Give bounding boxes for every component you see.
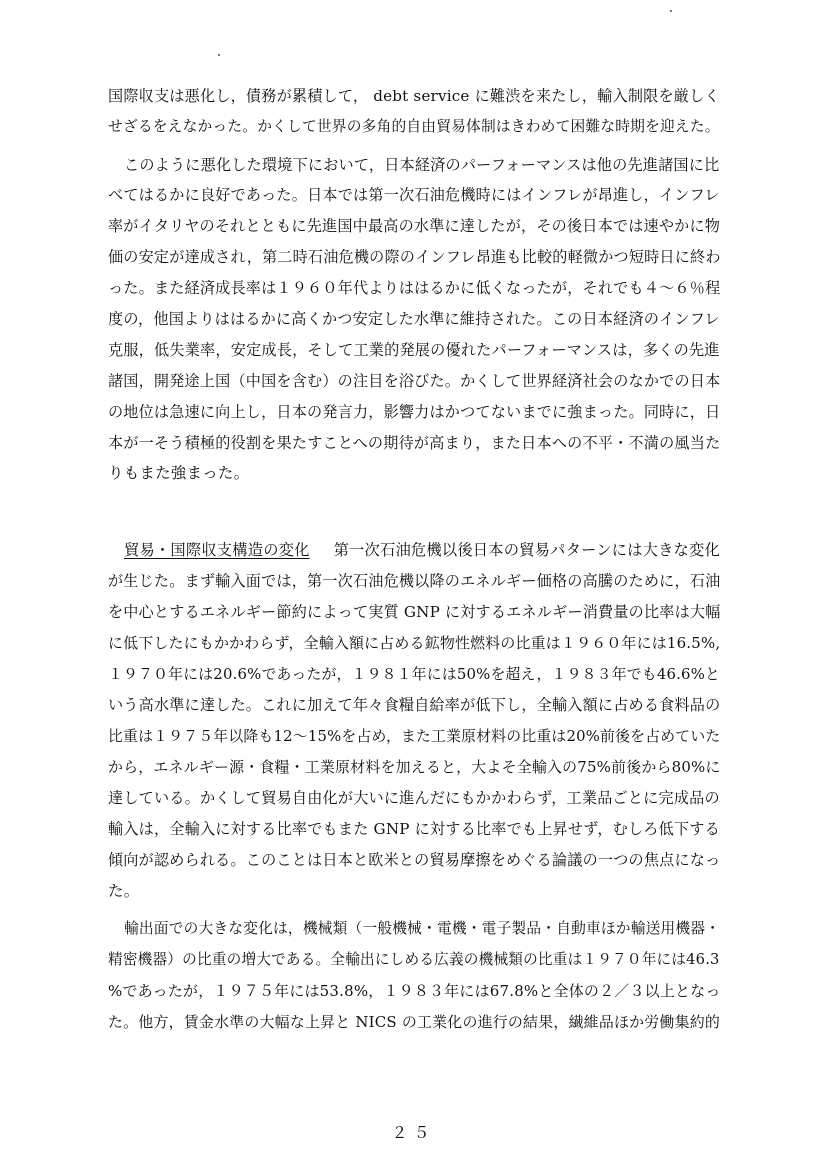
text-line: 輸出面での大きな変化は，機械類（一般機械・電機・電子製品・自動車ほか輸送用機器・ (124, 920, 721, 937)
text-line: いう高水準に達した。これに加えて年々食糧自給率が低下し，全輸入額に占める食料品の (108, 696, 721, 714)
text-line: 国際収支は悪化し，債務が累積して， debt service に難渋を来たし，輸入制限を厳しく (108, 87, 720, 105)
section-line (124, 540, 720, 560)
text-line: の地位は急速に向上し，日本の発言力，影響力はかつてないまでに強まった。同時に，日 (108, 403, 721, 421)
text-line: %であったが，１９７５年には53.8%，１９８３年には67.8%と全体の２／３以上となっ (108, 982, 721, 1000)
text-line: 克服，低失業率，安定成長，そして工業的発展の優れたパーフォーマンスは，多くの先進 (108, 341, 720, 359)
text-line: 率がイタリヤのそれとともに先進国中最高の水準に達したが，その後日本では速やかに物 (108, 217, 721, 235)
text-line: に低下したにもかかわらず，全輸入額に占める鉱物性燃料の比重は１９６０年には16.5%, (108, 634, 721, 652)
text-line: 価の安定が達成され，第二時石油危機の際のインフレ昂進も比較的軽微かつ短時日に終わ (108, 248, 721, 266)
scan-speck (670, 10, 672, 12)
text-line: せざるをえなかった。かくして世界の多角的自由貿易体制はきわめて困難な時期を迎えた。 (108, 118, 720, 135)
text-line: 傾向が認められる。このことは日本と欧米との貿易摩擦をめぐる論議の一つの焦点になっ (108, 851, 721, 869)
text-line: から，エネルギー源・食糧・工業原材料を加えると，大よそ全輸入の75%前後から80%に (108, 758, 721, 776)
text-line: を中心とするエネルギー節約によって実質 GNP に対するエネルギー消費量の比率は大幅 (108, 603, 721, 621)
text-line: 輸入は，全輸入に対する比率でもまた GNP に対する比率でも上昇せず，むしろ低下する (108, 820, 720, 838)
text-line: 諸国，開発途上国（中国を含む）の注目を浴びた。かくして世界経済社会のなかでの日本 (108, 372, 721, 390)
text-line: 精密機器）の比重の増大である。全輸出にしめる広義の機械類の比重は１９７０年には46.3 (108, 951, 720, 968)
text-line: １９７０年には20.6%であったが，１９８１年には50%を超え，１９８３年でも46.6%と (108, 665, 721, 683)
scan-speck (218, 54, 220, 56)
text-line: 本が一そう積極的役割を果たすことへの期待が高まり，また日本への不平・不満の風当た (108, 434, 721, 452)
section-first-text: 第一次石油危機以後日本の貿易パターンには大きな変化 (333, 541, 720, 559)
text-line: りもまた強まった。 (108, 464, 250, 482)
text-line: た。 (108, 882, 140, 900)
text-line: 比重は１９７５年以降も12～15%を占め，また工業原材料の比重は20%前後を占めていた (108, 727, 721, 745)
text-line: 達している。かくして貿易自由化が大いに進んだにもかかわらず，工業品ごとに完成品の (108, 789, 720, 807)
text-line: った。また経済成長率は１９６０年代よりははるかに低くなったが，それでも４～６％程 (108, 279, 721, 297)
text-line: 度の，他国よりははるかに高くかつ安定した水準に維持された。この日本経済のインフレ (108, 310, 720, 328)
text-line: べてはるかに良好であった。日本では第一次石油危機時にはインフレが昂進し，インフレ (108, 186, 720, 204)
page-number: ２５ (391, 1123, 436, 1142)
section-heading: 貿易・国際収支構造の変化 (124, 541, 310, 559)
text-line: が生じた。まず輸入面では，第一次石油危機以降のエネルギー価格の高騰のために，石油 (108, 572, 721, 590)
text-line: た。他方，賃金水準の大幅な上昇と NICS の工業化の進行の結果，繊維品ほか労働集約的 (108, 1013, 721, 1031)
text-line: このように悪化した環境下において，日本経済のパーフォーマンスは他の先進諸国に比 (124, 156, 720, 174)
